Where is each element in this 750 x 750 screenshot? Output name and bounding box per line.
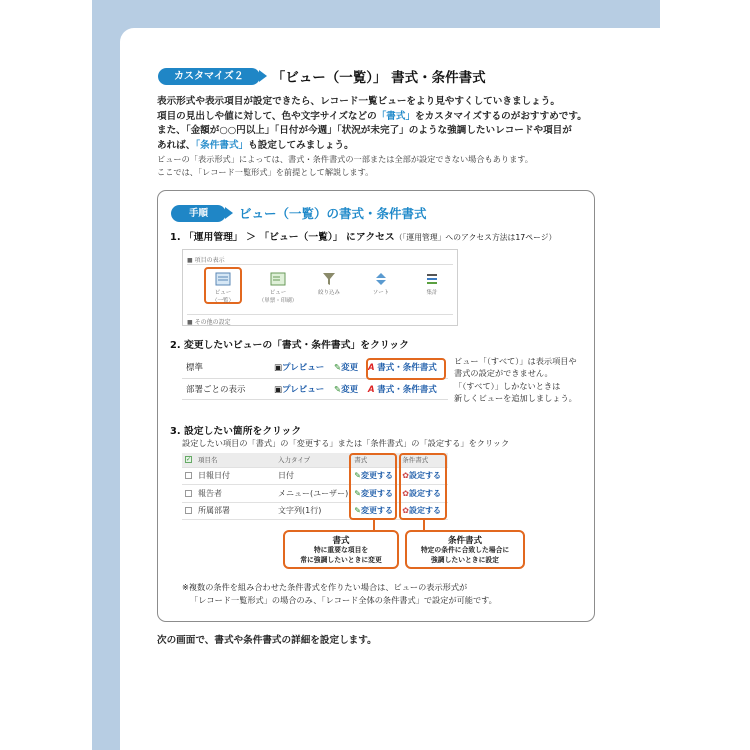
- step3-screenshot: [182, 453, 448, 521]
- step1-heading: 1. 「運用管理」 ＞ 「ビュー（一覧）」 にアクセス（「運用管理」へのアクセス方法は17ページ）: [170, 232, 557, 243]
- format-link[interactable]: A 書式・条件書式: [364, 357, 448, 378]
- row-checkbox[interactable]: [182, 467, 195, 485]
- closing-text: 次の画面で、書式や条件書式の詳細を設定します。: [157, 635, 377, 646]
- format-link[interactable]: A 書式・条件書式: [364, 378, 448, 399]
- icon-label-sort: ソート: [372, 290, 390, 296]
- preview-icon: ▣: [274, 363, 283, 374]
- field-name: 日報日付: [195, 467, 275, 485]
- format-icon: A: [368, 384, 375, 395]
- intro-text: [157, 95, 607, 178]
- pencil-icon: ✎: [354, 471, 361, 481]
- format-callout: 書式 特に重要な項目を 常に強調したいときに変更: [283, 530, 399, 569]
- pencil-icon: ✎: [354, 488, 361, 498]
- intro-line-3: また、「金額が○○円以上」「日付が今週」「状況が未完了」のような強調したいレコードや項目が: [157, 125, 572, 136]
- gear-icon: ✿: [402, 488, 409, 498]
- view-single-icon[interactable]: [270, 272, 286, 286]
- procedure-heading: [171, 204, 427, 222]
- intro-note-2: ここでは、「レコード一覧形式」を前提として解説します。: [157, 166, 374, 177]
- divider: [187, 264, 453, 265]
- sort-icon[interactable]: [375, 272, 387, 286]
- table-row: [182, 378, 448, 399]
- preview-icon: ▣: [274, 384, 283, 395]
- cond-format-set-link[interactable]: ✿設定する: [399, 485, 448, 503]
- format-column-highlight: [349, 453, 397, 520]
- cond-format-column-highlight: [399, 453, 447, 520]
- cond-format-callout: 条件書式 特定の条件に合致した場合に 強調したいときに設定: [405, 530, 525, 569]
- preview-link[interactable]: ▣プレビュー: [270, 378, 330, 399]
- input-type: 日付: [275, 467, 351, 485]
- callout-title: 条件書式: [447, 536, 482, 546]
- change-link[interactable]: ✎変更: [330, 357, 364, 378]
- intro-line-2: 項目の見出しや値に対して、色や文字サイズなどの「書式」をカスタマイズするのがおすすめです。: [157, 110, 587, 122]
- page-title: 「ビュー（一覧）」 書式・条件書式: [271, 70, 486, 86]
- gear-icon: ✿: [402, 471, 409, 481]
- view-name: 標準: [182, 357, 270, 378]
- divider: [187, 314, 453, 315]
- step1-screenshot: [182, 249, 458, 326]
- change-link[interactable]: ✎変更: [330, 378, 364, 399]
- format-link-highlight: [366, 358, 446, 380]
- step2-note: ビュー「（すべて）」は表示項目や 書式の設定ができません。 「（すべて）」しかないときは 新しくビューを追加しましょう。: [454, 356, 577, 403]
- header-cond-format: 条件書式: [399, 453, 448, 467]
- header-input-type: 入力タイプ: [275, 453, 351, 467]
- header-format: 書式: [351, 453, 399, 467]
- highlight-joken: 「条件書式」: [195, 139, 249, 151]
- cond-format-set-link[interactable]: ✿設定する: [399, 467, 448, 485]
- format-change-link[interactable]: ✎変更する: [351, 502, 399, 520]
- filter-icon[interactable]: [322, 272, 336, 286]
- preview-link[interactable]: ▣プレビュー: [270, 357, 330, 378]
- customize-badge: カスタマイズ２: [158, 68, 260, 85]
- cond-format-set-link[interactable]: ✿設定する: [399, 502, 448, 520]
- gear-icon: ✿: [402, 506, 409, 516]
- field-name: 報告者: [195, 485, 275, 503]
- intro-note-1: ビューの「表示形式」によっては、書式・条件書式の一部または全部が設定できない場合もあります。: [157, 154, 533, 164]
- procedure-badge: 手順: [171, 205, 226, 222]
- row-checkbox[interactable]: [182, 502, 195, 520]
- field-name: 所属部署: [195, 502, 275, 520]
- procedure-title: ビュー（一覧）の書式・条件書式: [239, 206, 427, 221]
- section-label-bottom: ■ その他の設定: [187, 319, 231, 326]
- view-name: 部署ごとの表示: [182, 378, 270, 399]
- icon-label-aggregate: 集計: [426, 290, 438, 296]
- format-change-link[interactable]: ✎変更する: [351, 485, 399, 503]
- icon-label-view-single: ビュー （単票・印刷）: [258, 290, 298, 304]
- intro-line-1: 表示形式や表示項目が設定できたら、レコード一覧ビューをより見やすくしていきましょう。: [157, 96, 560, 107]
- pencil-icon: ✎: [334, 363, 342, 374]
- highlight-shoshiki: 「書式」: [376, 110, 416, 122]
- header-field-name: 項目名: [195, 453, 275, 467]
- step3-subtext: 設定したい項目の「書式」の「変更する」または「条件書式」の「設定する」をクリック: [182, 438, 510, 448]
- section-label-top: ■ 項目の表示: [187, 257, 225, 264]
- intro-line-4: あれば、「条件書式」も設定してみましょう。: [157, 139, 354, 151]
- section-heading: [158, 66, 486, 86]
- input-type: 文字列(1行): [275, 502, 351, 520]
- format-icon: A: [368, 363, 375, 374]
- aggregate-icon[interactable]: [426, 272, 438, 286]
- format-change-link[interactable]: ✎変更する: [351, 467, 399, 485]
- pencil-icon: ✎: [354, 506, 361, 516]
- footnote: ※複数の条件を組み合わせた条件書式を作りたい場合は、ビューの表示形式が 「レコード一覧形式」の場合のみ、「レコード全体の条件書式」で設定が可能です。: [182, 582, 497, 605]
- callout-title: 書式: [332, 536, 350, 546]
- row-checkbox[interactable]: [182, 485, 195, 503]
- view-list-icon[interactable]: [215, 272, 231, 286]
- step3-heading: 3. 設定したい箇所をクリック: [170, 426, 302, 437]
- icon-label-filter: 絞り込み: [317, 290, 340, 296]
- select-all-checkbox[interactable]: ✓: [182, 453, 195, 467]
- step2-heading: 2. 変更したいビューの「書式・条件書式」をクリック: [170, 340, 409, 351]
- pencil-icon: ✎: [334, 384, 342, 395]
- step2-screenshot: [182, 355, 448, 403]
- input-type: メニュー(ユーザー): [275, 485, 351, 503]
- icon-label-view-list: ビュー （一覧）: [211, 290, 234, 304]
